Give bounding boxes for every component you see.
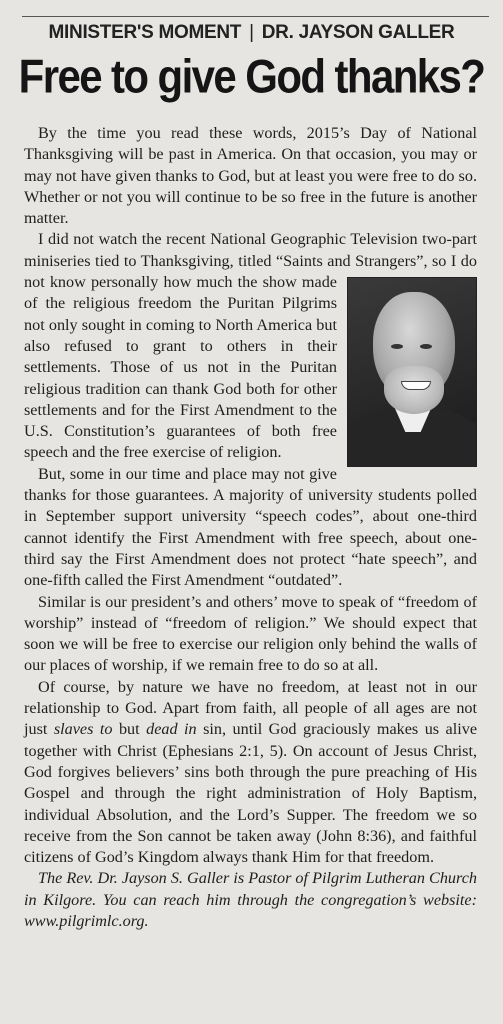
paragraph-2-text-rest: made of the religious freedom the Puritan Pilgrims not only sought in coming to North America but also refused to grant to others in their settlements. Those of us not in the Puritan religious tradition can thank God both for other settlements and for the First Amendment to the U.S. Constitution’s guarantees of both free speech and the free exercise of religion. xyxy=(24,273,337,462)
headline: Free to give God thanks? xyxy=(18,50,485,103)
author-photo xyxy=(347,277,477,467)
column-header xyxy=(0,22,503,44)
article-body xyxy=(24,123,477,932)
paragraph-2 xyxy=(24,229,477,463)
paragraph-5: Of course, by nature we have no freedom, at least not in our relationship to God. Apart from faith, all people of all ages are not just slaves to but dead in sin, until God graciously makes us alive together with Christ (Ephesians 2:1, 5). On account of Jesus Christ, God forgives believers’ sins both through the pure preaching of His Gospel and through the right administration of Holy Baptism, individual Absolution, and the Lord’s Supper. The freedom we so receive from the Son cannot be taken away (John 8:36), and faithful citizens of God’s Kingdom always thank Him for that freedom. xyxy=(24,677,478,867)
paragraph-2-text: I did not watch the recent National Geographic Television two-part miniseries tied to Thanksgiving, titled “Saints and Strangers”, so I do not know personally how much the show xyxy=(24,230,477,292)
top-rule xyxy=(22,16,489,17)
author-credit: The Rev. Dr. Jayson S. Galler is Pastor of Pilgrim Lutheran Church in Kilgore. You can reach him through the congregation’s website: www.pilgrimlc.org. xyxy=(24,869,477,930)
author-name: DR. JAYSON GALLER xyxy=(261,22,455,43)
paragraph-1: By the time you read these words, 2015’s Day of National Thanksgiving will be past in America. On that occasion, you may or may not have given thanks to God, but at least you were free to do so. Whether or not you will continue to be so free in the future is another matter. xyxy=(24,124,477,228)
header-separator: | xyxy=(249,22,254,43)
paragraph-3: But, some in our time and place may not give thanks for those guarantees. A majority of university students polled in September support university “speech codes”, about one-third cannot identify the First Amendment with free speech, about one-third say the First Amendment does not protect “hate speech”, and one-fifth called the First Amendment “outdated”. xyxy=(24,464,477,590)
column-title: MINISTER'S MOMENT xyxy=(48,22,242,43)
paragraph-4: Similar is our president’s and others’ move to speak of “freedom of worship” instead of “freedom of religion.” We should expect that soon we will be free to exercise our religion only behind the walls of our places of worship, if we remain free to do so at all. xyxy=(24,592,477,675)
